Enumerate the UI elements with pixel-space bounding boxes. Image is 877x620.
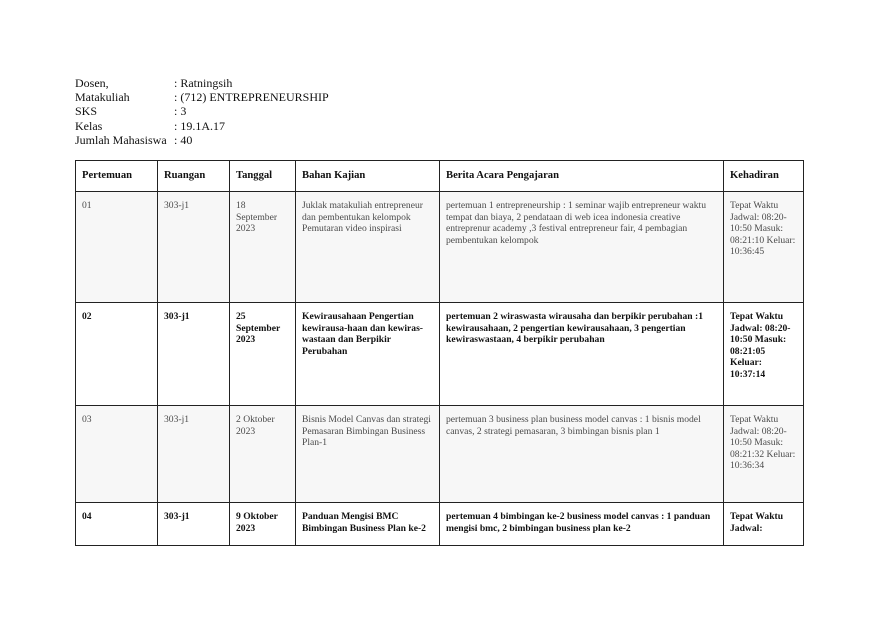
cell-ruangan: 303-j1	[158, 503, 230, 546]
cell-tanggal: 25 September 2023	[230, 303, 296, 406]
header-bahan-kajian: Bahan Kajian	[296, 161, 440, 192]
cell-tanggal: 2 Oktober 2023	[230, 406, 296, 503]
cell-berita-acara: pertemuan 4 bimbingan ke-2 business model canvas : 1 panduan mengisi bmc, 2 bimbingan business plan ke-2	[440, 503, 724, 546]
header-berita-acara: Berita Acara Pengajaran	[440, 161, 724, 192]
matakuliah-label: Matakuliah	[75, 90, 130, 105]
table-row	[76, 503, 804, 546]
cell-bahan-kajian: Kewirausahaan Pengertian kewirausa-haan dan kewiras-wastaan dan Berpikir Perubahan	[296, 303, 440, 406]
table-header-row	[76, 161, 804, 192]
cell-pertemuan: 01	[76, 192, 158, 303]
cell-pertemuan: 03	[76, 406, 158, 503]
cell-kehadiran: Tepat Waktu Jadwal: 08:20-10:50 Masuk: 08:21:05 Keluar: 10:37:14	[724, 303, 804, 406]
cell-kehadiran: Tepat Waktu Jadwal: 08:20-10:50 Masuk: 08:21:32 Keluar: 10:36:34	[724, 406, 804, 503]
sks-row	[75, 104, 329, 118]
kelas-label: Kelas	[75, 118, 103, 133]
header-pertemuan: Pertemuan	[76, 161, 158, 192]
jumlah-mahasiswa-row	[75, 133, 329, 147]
cell-bahan-kajian: Bisnis Model Canvas dan strategi Pemasaran Bimbingan Business Plan-1	[296, 406, 440, 503]
dosen-label: Dosen,	[75, 76, 109, 90]
cell-ruangan: 303-j1	[158, 406, 230, 503]
table-row	[76, 192, 804, 303]
cell-tanggal: 9 Oktober 2023	[230, 503, 296, 546]
cell-bahan-kajian: Panduan Mengisi BMC Bimbingan Business Plan ke-2	[296, 503, 440, 546]
cell-berita-acara: pertemuan 3 business plan business model canvas : 1 bisnis model canvas, 2 strategi pemasaran, 3 bimbingan bisnis plan 1	[440, 406, 724, 503]
cell-bahan-kajian: Juklak matakuliah entrepreneur dan pembentukan kelompok Pemutaran video inspirasi	[296, 192, 440, 303]
cell-berita-acara: pertemuan 1 entrepreneurship : 1 seminar wajib entrepreneur waktu tempat dan biaya, 2 pendataan di web icea indonesia creative entreprenur academy ,3 festival entrepreneur fair, 4 pembagian pembentukan kelompok	[440, 192, 724, 303]
header-tanggal: Tanggal	[230, 161, 296, 192]
matakuliah-row	[75, 90, 329, 104]
cell-berita-acara: pertemuan 2 wiraswasta wirausaha dan berpikir perubahan :1 kewirausahaan, 2 pengertian kewirausahaan, 3 pengertian kewiraswastaan, 4 berpikir perubahan	[440, 303, 724, 406]
cell-pertemuan: 04	[76, 503, 158, 546]
table-row	[76, 406, 804, 503]
kelas-row	[75, 119, 329, 133]
header-kehadiran: Kehadiran	[724, 161, 804, 192]
sks-value: : 3	[174, 104, 187, 119]
jumlah-mahasiswa-value: : 40	[174, 132, 193, 147]
cell-kehadiran: Tepat Waktu Jadwal:	[724, 503, 804, 546]
dosen-row	[75, 76, 329, 90]
header-ruangan: Ruangan	[158, 161, 230, 192]
matakuliah-value: : (712) ENTREPRENEURSHIP	[174, 90, 329, 105]
sks-label: SKS	[75, 104, 98, 119]
table-row	[76, 303, 804, 406]
cell-kehadiran: Tepat Waktu Jadwal: 08:20-10:50 Masuk: 08:21:10 Keluar: 10:36:45	[724, 192, 804, 303]
kelas-value: : 19.1A.17	[174, 118, 225, 133]
dosen-value: : Ratningsih	[174, 76, 233, 90]
cell-pertemuan: 02	[76, 303, 158, 406]
cell-ruangan: 303-j1	[158, 303, 230, 406]
teaching-journal-table	[75, 160, 804, 546]
jumlah-mahasiswa-label: Jumlah Mahasiswa	[75, 132, 167, 147]
course-info	[75, 76, 329, 147]
cell-tanggal: 18 September 2023	[230, 192, 296, 303]
cell-ruangan: 303-j1	[158, 192, 230, 303]
